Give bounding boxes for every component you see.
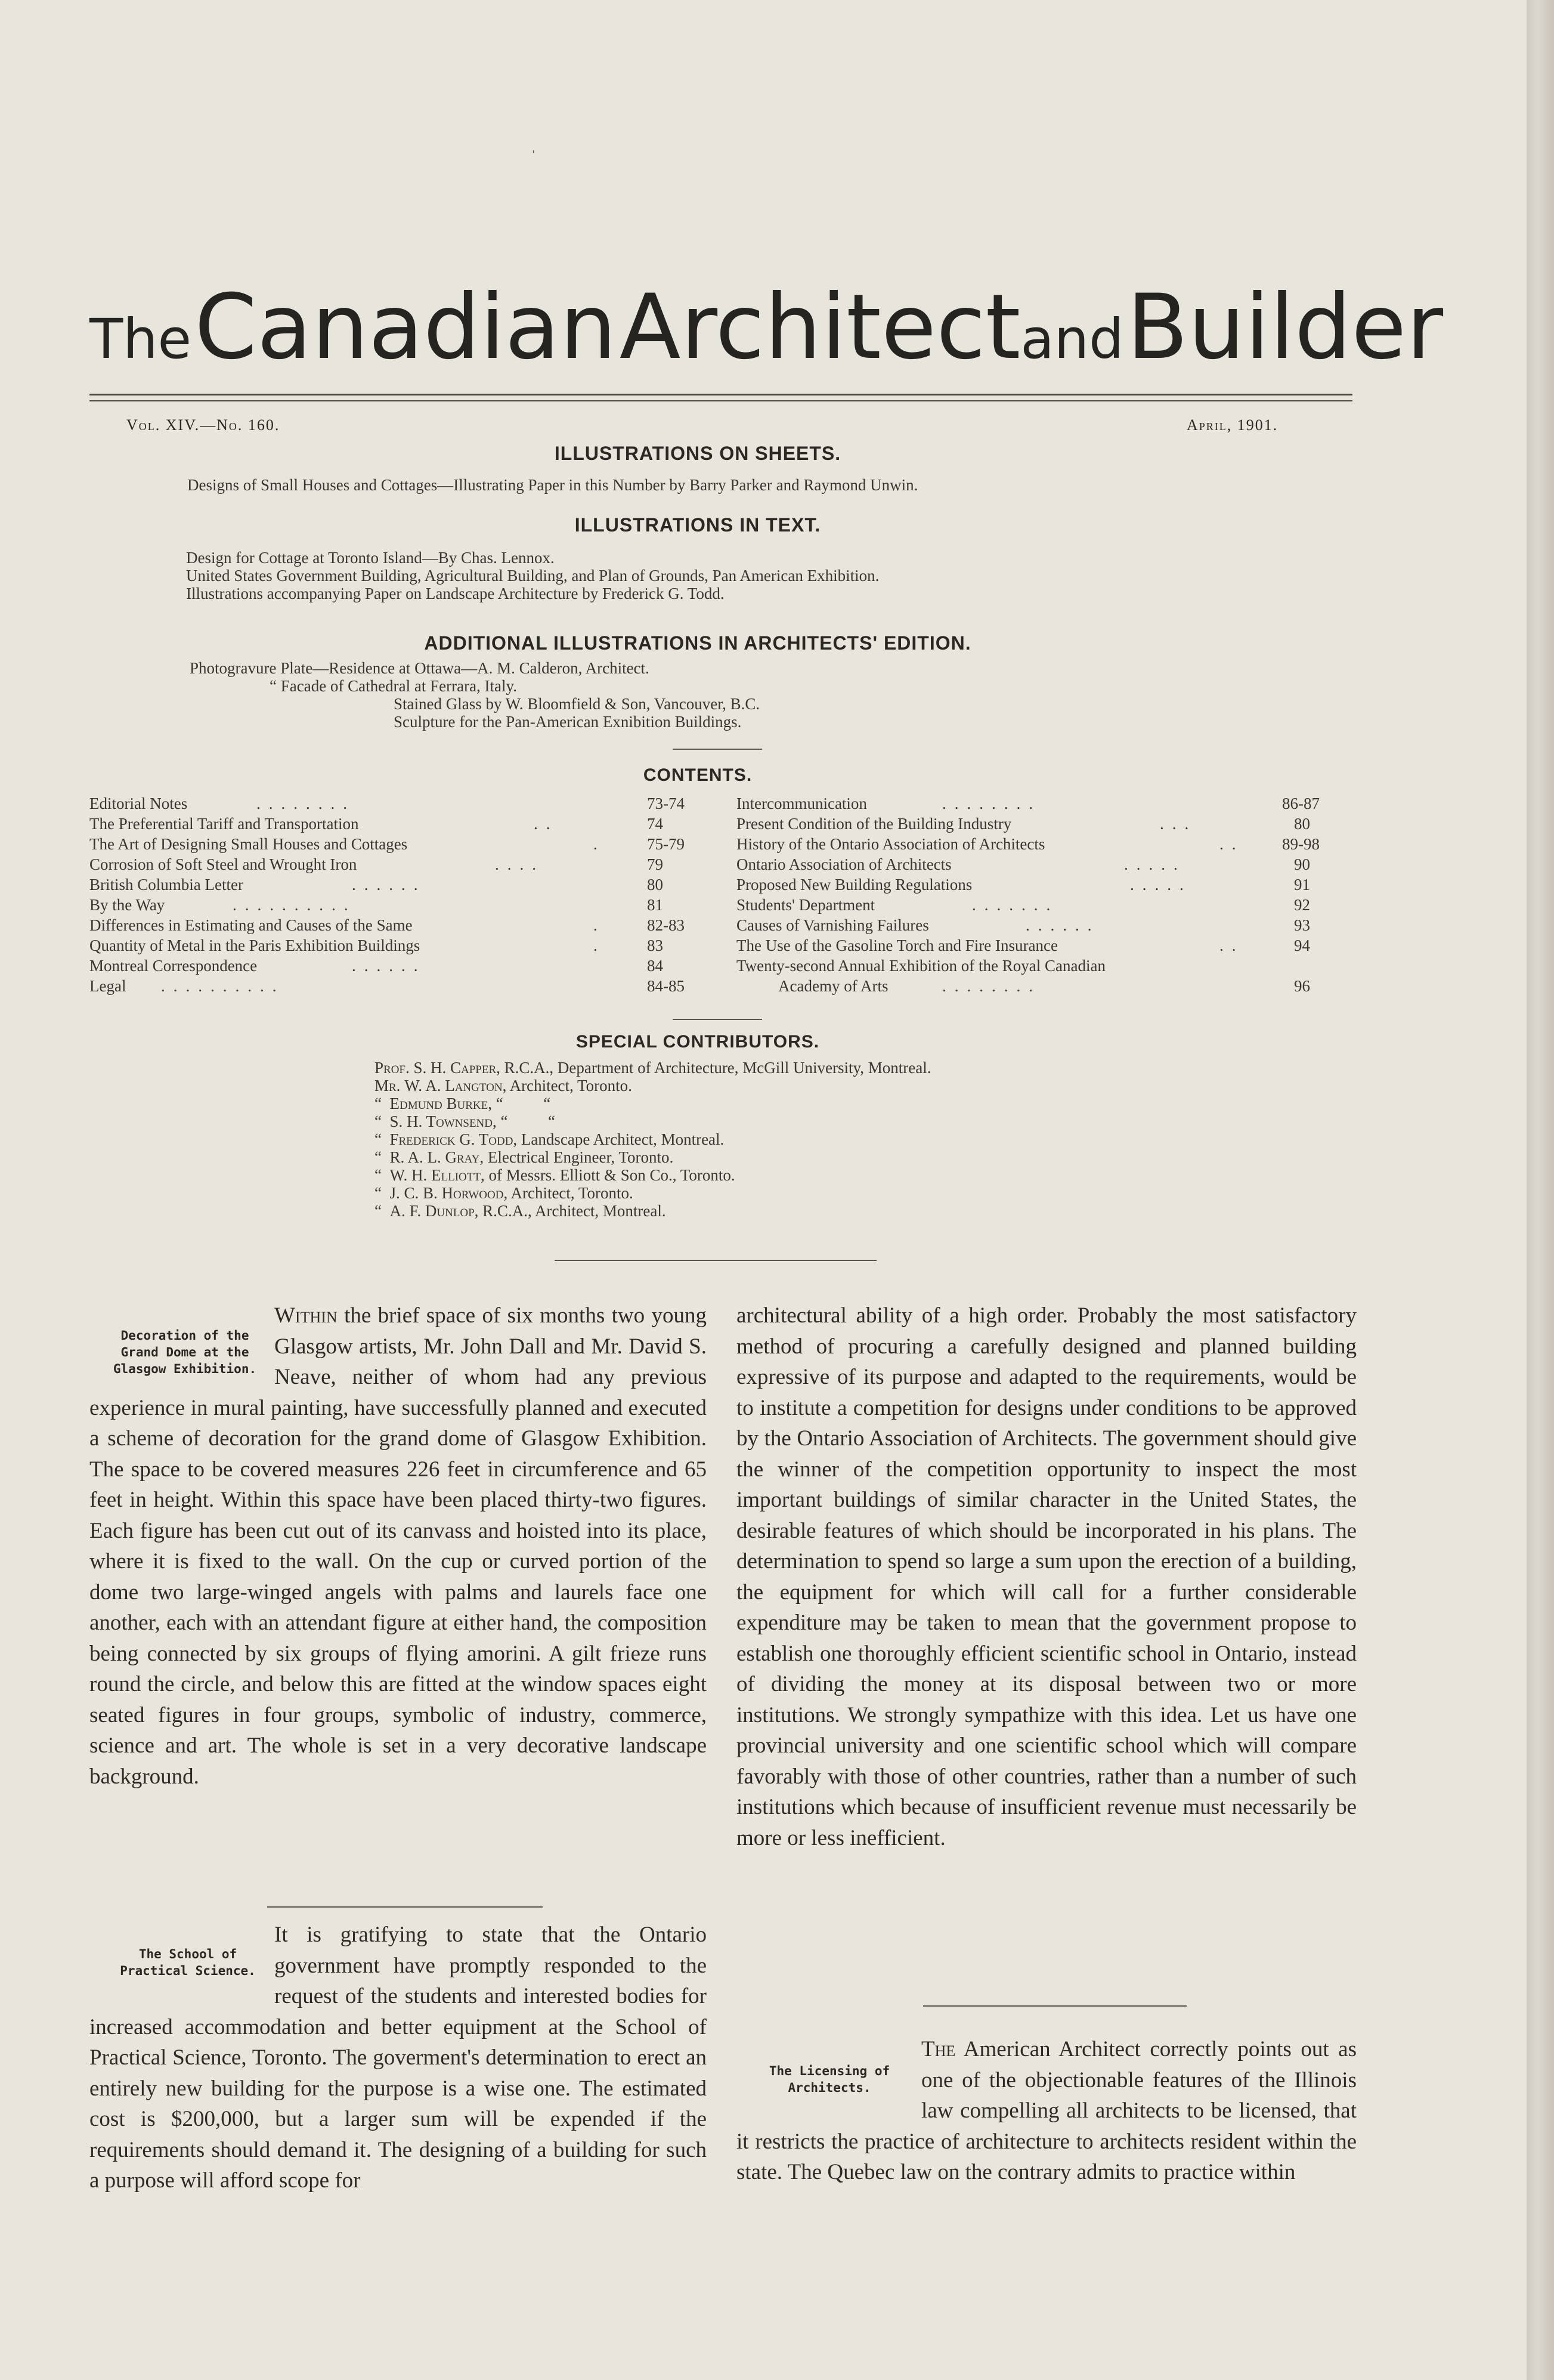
sheets-line: Designs of Small Houses and Cottages—Illustrating Paper in this Number by Barry Parker and Raymond Unwin.	[187, 476, 918, 494]
contributors-list	[374, 1059, 931, 1220]
contents-entry: The Preferential Tariff and Transportation .. 74	[89, 815, 663, 833]
page-edge	[1527, 0, 1554, 2380]
contents-entry: By the Way .......... 81	[89, 896, 663, 914]
contents-entry: British Columbia Letter ...... 80	[89, 876, 663, 894]
masthead-rule-bottom	[89, 400, 1352, 401]
stray-mark: ˈ	[531, 148, 537, 166]
contributor: “ S. H. Townsend, “ “	[374, 1112, 555, 1130]
contributors-heading: SPECIAL CONTRIBUTORS.	[575, 1032, 820, 1052]
sidehead-space	[736, 2034, 921, 2124]
contributor: Prof. S. H. Capper, R.C.A., Department of Architecture, McGill University, Montreal.	[374, 1059, 931, 1077]
additional-illustrations-heading: ADDITIONAL ILLUSTRATIONS IN ARCHITECTS' EDITION.	[424, 632, 971, 654]
school-article: It is gratifying to state that the Ontario government have promptly responded to the request of the students and interested bodies for increased accommodation and better equipment at the School of Practical Science, Toronto. The goverment's determination to erect an entirely new building for the purpose is a wise one. The estimated cost is $200,000, but a larger sum will be expended if the requirements should demand it. The designing of a building for such a purpose will afford scope for	[89, 1920, 707, 2196]
divider	[673, 749, 762, 750]
contents-entry: Differences in Estimating and Causes of the Same . 82-83	[89, 916, 685, 934]
contents-entry: Intercommunication ........ 86-87	[736, 795, 1320, 812]
contents-heading: CONTENTS.	[643, 765, 753, 785]
sidehead-space	[89, 1300, 274, 1390]
contents-entry: Quantity of Metal in the Paris Exhibition Buildings . 83	[89, 936, 663, 954]
contributor: “ Frederick G. Todd, Landscape Architect, Montreal.	[374, 1130, 725, 1148]
contents-entry: Corrosion of Soft Steel and Wrought Iron .... 79	[89, 855, 663, 873]
contents-entry: Proposed New Building Regulations ..... 91	[736, 876, 1310, 894]
contributor: Mr. W. A. Langton, Architect, Toronto.	[374, 1077, 632, 1095]
divider	[267, 1906, 543, 1908]
contents-entry: Academy of Arts ........ 96	[778, 977, 1310, 995]
text-line: Design for Cottage at Toronto Island—By Chas. Lennox.	[186, 549, 555, 567]
divider	[923, 2005, 1187, 2007]
contents-entry: Montreal Correspondence ...... 84	[89, 957, 663, 975]
contributor: “ A. F. Dunlop, R.C.A., Architect, Montreal.	[374, 1202, 666, 1220]
divider	[673, 1019, 762, 1020]
text-line: United States Government Building, Agricultural Building, and Plan of Grounds, Pan American Exhibition.	[186, 567, 880, 585]
glasgow-sidehead: Decoration of the Grand Dome at the Glasgow Exhibition.	[113, 1328, 257, 1376]
sidehead-space	[89, 1920, 274, 2009]
contributor: “ Edmund Burke, “ “	[374, 1095, 551, 1112]
additional-line: Photogravure Plate—Residence at Ottawa—A. M. Calderon, Architect.	[190, 659, 649, 677]
contributor: “ R. A. L. Gray, Electrical Engineer, Toronto.	[374, 1148, 674, 1166]
contributor: “ J. C. B. Horwood, Architect, Toronto.	[374, 1184, 633, 1202]
licensing-article: The American Architect correctly points out as one of the objectionable features of the Illinois law compelling all architects to be licensed, that it restricts the practice of architecture to architects resident within the state. The Quebec law on the contrary admits to practice within	[736, 2034, 1357, 2188]
contents-entry: The Use of the Gasoline Torch and Fire Insurance .. 94	[736, 936, 1310, 954]
additional-line: “ Facade of Cathedral at Ferrara, Italy.	[270, 677, 518, 695]
additional-line: Sculpture for the Pan-American Exnibition Buildings.	[394, 713, 742, 731]
illustrations-sheets-heading: ILLUSTRATIONS ON SHEETS.	[554, 443, 841, 464]
licensing-sidehead: The Licensing of Architects.	[769, 2064, 890, 2095]
contents-left-column	[89, 795, 710, 997]
contributor: “ W. H. Elliott, of Messrs. Elliott & Son Co., Toronto.	[374, 1166, 735, 1184]
text-line: Illustrations accompanying Paper on Landscape Architecture by Frederick G. Todd.	[186, 585, 725, 602]
illustrations-text-heading: ILLUSTRATIONS IN TEXT.	[574, 514, 821, 536]
divider	[555, 1260, 877, 1261]
contents-entry: Causes of Varnishing Failures ...... 93	[736, 916, 1310, 934]
glasgow-article: Within the brief space of six months two young Glasgow artists, Mr. John Dall and Mr. David S. Neave, neither of whom had any previous experience in mural painting, have successfully planned and executed a scheme of decoration for the grand dome of Glasgow Exhibition. The space to be covered measures 226 feet in circumference and 65 feet in height. Within this space have been placed thirty-two figures. Each figure has been cut out of its canvass and hoisted into its place, where it is fixed to the wall. On the cup or curved portion of the dome two large-winged angels with palms and laurels face one another, each with an attendant figure at either hand, the composition being connected by six groups of flying amorini. A gilt frieze runs round the circle, and below this are fitted at the window spaces eight seated figures in four groups, symbolic of industry, commerce, science and art. The whole is set in a very decorative landscape background.	[89, 1300, 707, 1792]
contents-entry: Legal .......... 84-85	[89, 977, 685, 995]
contents-entry: Present Condition of the Building Industry ... 80	[736, 815, 1310, 833]
contents-right-column	[736, 795, 1357, 997]
contents-entry: The Art of Designing Small Houses and Cottages . 75-79	[89, 835, 685, 853]
contents-entry: Ontario Association of Architects ..... 90	[736, 855, 1310, 873]
school-sidehead: The School of Practical Science.	[120, 1947, 256, 1978]
continuation-article: architectural ability of a high order. Probably the most satisfactory method of procuring a carefully designed and planned building expressive of its purpose and adapted to the requirements, would be to institute a competition for designs under conditions to be approved by the Ontario Association of Architects. The government should give the winner of the competition opportunity to inspect the most important buildings of similar character in the United States, the desirable features of which should be incorporated in his plans. The determination to spend so large a sum upon the erection of a building, the equipment for which will call for a further considerable expenditure may be taken to mean that the government propose to establish one thoroughly efficient scientific school in Ontario, instead of dividing the money at its disposal between two or more institutions. We strongly sympathize with this idea. Let us have one provincial university and one scientific school which will compare favorably with those of other countries, rather than a number of such institutions which because of insufficient revenue must necessarily be more or less inefficient.	[736, 1303, 1357, 1850]
additional-line: Stained Glass by W. Bloomfield & Son, Vancouver, B.C.	[394, 695, 760, 713]
contents-entry: Twenty-second Annual Exhibition of the Royal Canadian	[736, 957, 1106, 975]
masthead-title: The Canadian Architectand Builder	[89, 276, 1444, 379]
contents-entry: Editorial Notes ........ 73-74	[89, 795, 685, 812]
masthead-rule-top	[89, 394, 1352, 395]
volume-number: Vol. XIV.—No. 160.	[126, 416, 280, 434]
contents-entry: History of the Ontario Association of Architects .. 89-98	[736, 835, 1320, 853]
contents-entry: Students' Department ....... 92	[736, 896, 1310, 914]
issue-date: April, 1901.	[1187, 416, 1279, 434]
